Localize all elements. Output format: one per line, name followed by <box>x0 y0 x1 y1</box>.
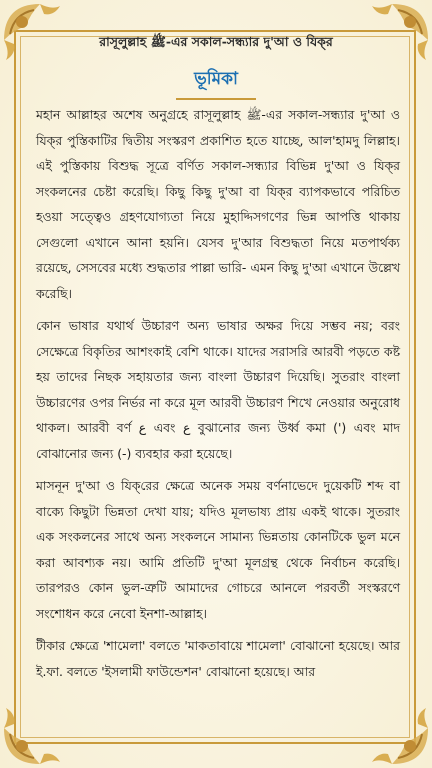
paragraph: টীকার ক্ষেত্রে 'শামেলা' বলতে 'মাকতাবায়ে শামেলা' বোঝানো হয়েছে। আর ই.ফা. বলতে 'ইসলামী ফাউন্ডেশন' বোঝানো হয়েছে। আর <box>36 638 400 679</box>
page-title-wrap <box>0 66 432 100</box>
running-header: রাসূলুল্লাহ ﷺ-এর সকাল-সন্ধ্যার দু'আ ও যিক্‌র <box>99 34 333 49</box>
page-title: ভূমিকা <box>176 66 256 100</box>
paragraph: কোন ভাষার যথার্থ উচ্চারণ অন্য ভাষার অক্ষর দিয়ে সম্ভব নয়; বরং সেক্ষেত্রে বিকৃতির আশংকাই বেশি থাকে। যাদের সরাসরি আরবী পড়তে কষ্ট হয় তাদের নিছক সহায়তার জন্য বাংলা উচ্চারণ দিয়েছি। সুতরাং বাংলা উচ্চারণের ওপর নির্ভর না করে মূল আরবী উচ্চারণ শিখে নেওয়ার অনুরোধ থাকল। আরবী বর্ণ ع এবং ع বুঝানোর জন্য উর্ধ্ব কমা (') এবং মাদ বোঝানোর জন্য (-) ব্যবহার করা হয়েছে। <box>36 318 400 461</box>
ornament-corner-bottom-left <box>0 688 80 768</box>
body-text <box>36 102 400 691</box>
paragraph: মাসনূন দু'আ ও যিক্‌রের ক্ষেত্রে অনেক সময় বর্ণনাভেদে দুয়েকটি শব্দ বা বাক্যে কিছুটা ভিন্নতা দেখা যায়; যদিও মূলভাষ্য প্রায় একই থাকে। সুতরাং এক সংকলনের সাথে অন্য সংকলনে সামান্য ভিন্নতায় কোনটিকে ভুল মনে করা আবশ্যক নয়। আমি প্রতিটি দু'আ মূলগ্রন্থ থেকে নির্বাচন করেছি। তারপরও কোন ভুল-ত্রুটি আমাদের গোচরে আনলে পরবর্তী সংস্করণে সংশোধন করে নেবো ইনশা-আল্লাহ। <box>36 478 400 621</box>
ornament-corner-bottom-right <box>352 688 432 768</box>
paragraph: মহান আল্লাহর অশেষ অনুগ্রহে রাসূলুল্লাহ ﷺ-এর সকাল-সন্ধ্যার দু'আ ও যিক্‌র পুস্তিকাটির দ্বিতীয় সংস্করণ প্রকাশিত হতে যাচ্ছে, আল'হামদু লিল্লাহ। এই পুস্তিকায় বিশুদ্ধ সূত্রে বর্ণিত সকাল-সন্ধ্যার বিভিন্ন দু'আ ও যিক্‌র সংকলনের চেষ্টা করেছি। কিছু কিছু দু'আ বা যিক্‌র ব্যাপকভাবে পরিচিত হওয়া সত্ত্বেও গ্রহণযোগ্যতা নিয়ে মুহাদ্দিসগণের ভিন্ন আপত্তি থাকায় সেগুলো এখানে আনা হয়নি। যেসব দু'আর বিশুদ্ধতা নিয়ে মতপার্থক্য রয়েছে, সেসবের মধ্যে শুদ্ধতার পাল্লা ভারি- এমন কিছু দু'আ এখানে উল্লেখ করেছি। <box>36 107 400 301</box>
